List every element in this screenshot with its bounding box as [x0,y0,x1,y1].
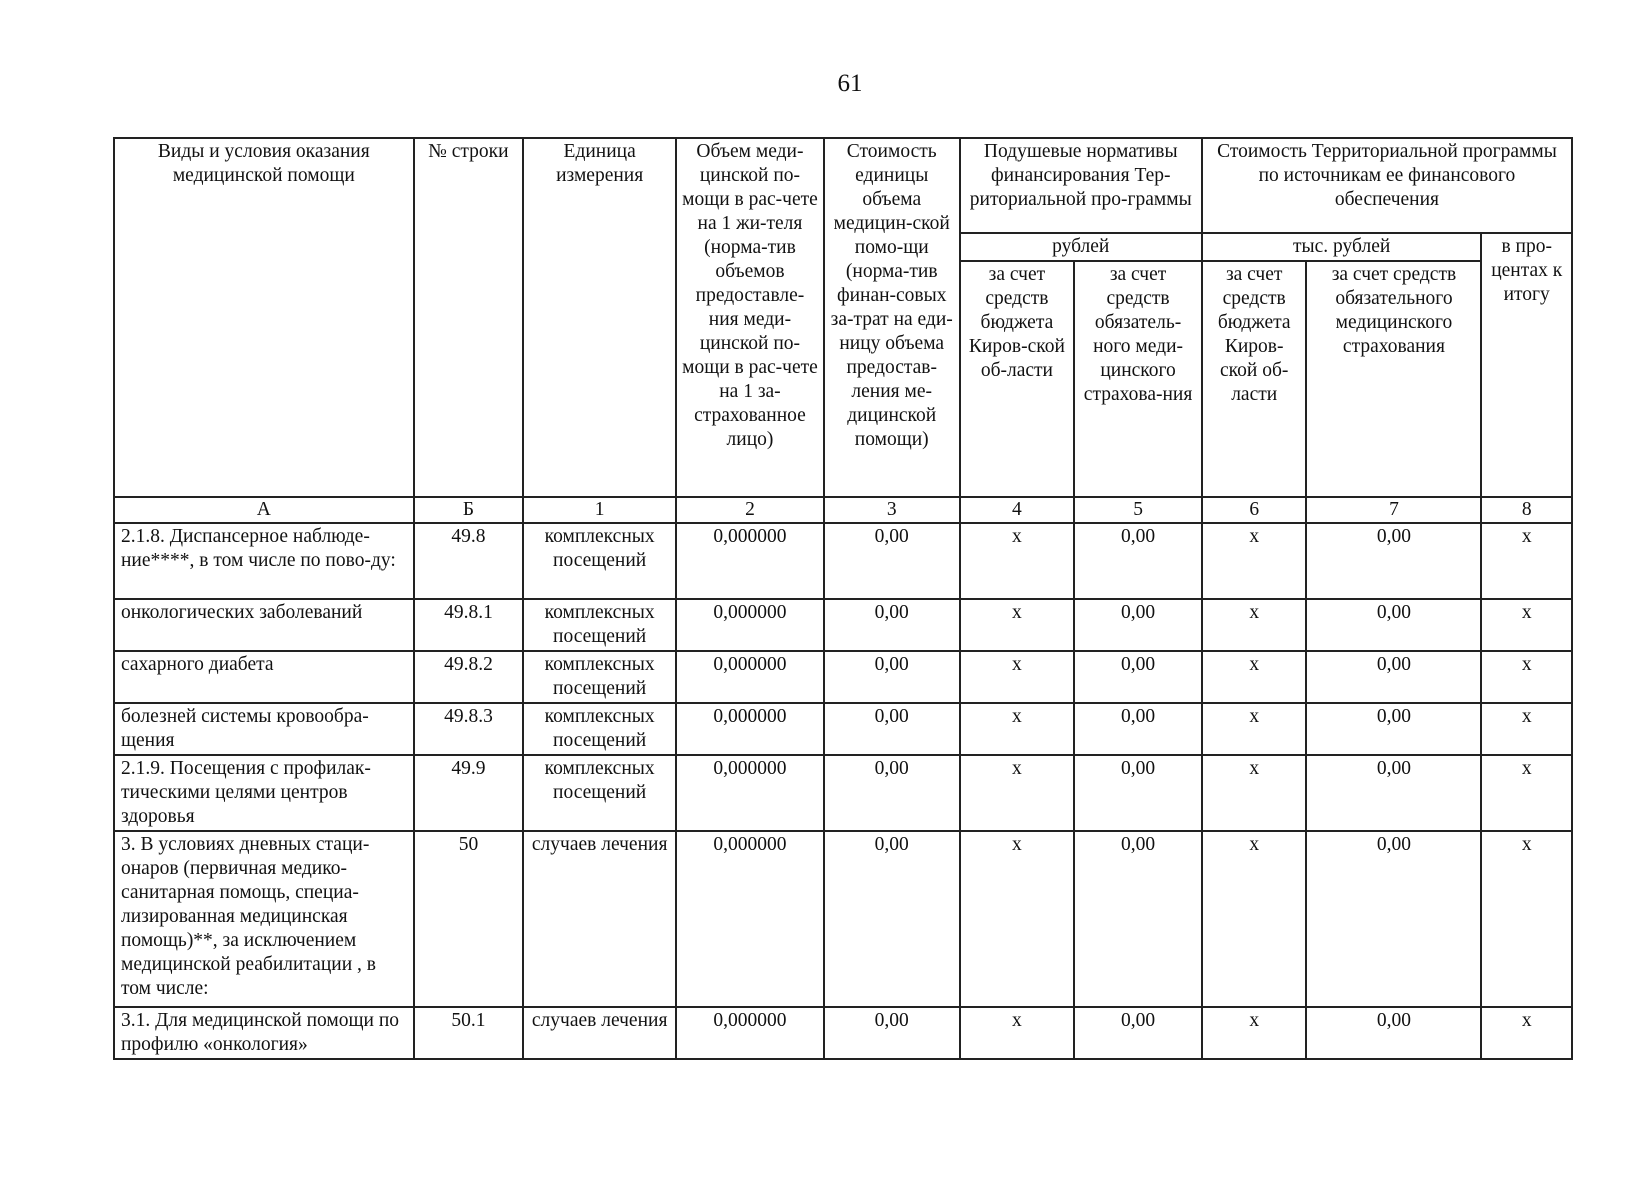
table-row [114,831,1572,1007]
row-volume: 0,000000 [676,755,824,831]
row-name: 3. В условиях дневных стаци-онаров (первичная медико-санитарная помощь, специа-лизированная медицинская помощь)**, за исключением медицинской реабилитации , в том числе: [114,831,414,1007]
table-row [114,1007,1572,1059]
row-unit: комплексных посещений [523,755,676,831]
row-volume: 0,000000 [676,523,824,599]
row-unit: случаев лечения [523,831,676,1007]
row-number: 49.9 [414,755,524,831]
row-col-4: х [960,651,1075,703]
row-col-7: 0,00 [1306,523,1481,599]
row-col-6: х [1202,755,1307,831]
row-volume: 0,000000 [676,651,824,703]
header-per-capita-group: Подушевые нормативы финансирования Тер-риториальной про-граммы [960,138,1202,233]
row-col-5: 0,00 [1074,755,1202,831]
row-col-6: х [1202,703,1307,755]
header-oms-per-capita: за счет средств обязатель-ного меди-цинского страхова-ния [1074,261,1202,497]
row-col-4: х [960,831,1075,1007]
row-number: 49.8.1 [414,599,524,651]
index-cell: 5 [1074,497,1202,523]
index-cell: 2 [676,497,824,523]
index-cell: 6 [1202,497,1307,523]
row-unit-cost: 0,00 [824,703,960,755]
row-col-5: 0,00 [1074,1007,1202,1059]
row-col-8: х [1481,599,1572,651]
row-unit-cost: 0,00 [824,1007,960,1059]
row-col-5: 0,00 [1074,523,1202,599]
header-budget-cost: за счет средств бюджета Киров-ской об-ласти [1202,261,1307,497]
row-unit-cost: 0,00 [824,831,960,1007]
index-cell: Б [414,497,524,523]
table-row [114,599,1572,651]
header-volume: Объем меди-цинской по-мощи в рас-чете на 1 жи-теля (норма-тив объемов предоставле-ния меди-цинской по-мощи в рас-чете на 1 за-страхованное лицо) [676,138,824,497]
row-number: 49.8.3 [414,703,524,755]
header-kinds: Виды и условия оказания медицинской помощи [114,138,414,497]
row-unit-cost: 0,00 [824,755,960,831]
index-cell: 4 [960,497,1075,523]
index-cell: 1 [523,497,676,523]
table-row [114,523,1572,599]
row-col-6: х [1202,651,1307,703]
row-number: 50.1 [414,1007,524,1059]
row-col-4: х [960,523,1075,599]
row-col-7: 0,00 [1306,1007,1481,1059]
row-col-7: 0,00 [1306,599,1481,651]
row-volume: 0,000000 [676,599,824,651]
row-name: 2.1.9. Посещения с профилак-тическими целями центров здоровья [114,755,414,831]
header-cost-group: Стоимость Территориальной программы по источникам ее финансового обеспечения [1202,138,1572,233]
table-row [114,703,1572,755]
row-col-8: х [1481,831,1572,1007]
row-col-7: 0,00 [1306,703,1481,755]
row-col-8: х [1481,1007,1572,1059]
row-volume: 0,000000 [676,1007,824,1059]
row-col-6: х [1202,599,1307,651]
column-index-row [114,497,1572,523]
row-col-8: х [1481,703,1572,755]
row-col-7: 0,00 [1306,831,1481,1007]
row-col-4: х [960,703,1075,755]
row-col-6: х [1202,831,1307,1007]
row-name: онкологических заболеваний [114,599,414,651]
row-col-8: х [1481,755,1572,831]
row-unit: комплексных посещений [523,523,676,599]
index-cell: 7 [1306,497,1481,523]
financing-table [113,137,1573,1060]
header-row-number: № строки [414,138,524,497]
row-col-4: х [960,1007,1075,1059]
header-unit-cost: Стоимость единицы объема медицин-ской помо-щи (норма-тив финан-совых за-трат на еди-ницу объема предостав-ления ме-дицинской помощи) [824,138,960,497]
row-unit: случаев лечения [523,1007,676,1059]
row-name: сахарного диабета [114,651,414,703]
header-budget-per-capita: за счет средств бюджета Киров-ской об-ласти [960,261,1075,497]
row-col-4: х [960,599,1075,651]
row-unit: комплексных посещений [523,703,676,755]
row-name: болезней системы кровообра-щения [114,703,414,755]
row-name: 3.1. Для медицинской помощи по профилю «онкология» [114,1007,414,1059]
row-unit: комплексных посещений [523,651,676,703]
row-col-5: 0,00 [1074,651,1202,703]
page-number: 61 [837,70,863,97]
row-number: 50 [414,831,524,1007]
row-unit-cost: 0,00 [824,523,960,599]
header-oms-cost: за счет средств обязательного медицинского страхования [1306,261,1481,497]
row-volume: 0,000000 [676,703,824,755]
header-unit-rubles: рублей [960,233,1202,261]
row-number: 49.8.2 [414,651,524,703]
row-col-4: х [960,755,1075,831]
index-cell: А [114,497,414,523]
row-col-5: 0,00 [1074,703,1202,755]
header-unit: Единица измерения [523,138,676,497]
row-col-8: х [1481,651,1572,703]
row-col-6: х [1202,1007,1307,1059]
index-cell: 8 [1481,497,1572,523]
table-row [114,651,1572,703]
table-row [114,755,1572,831]
row-unit-cost: 0,00 [824,599,960,651]
row-col-5: 0,00 [1074,831,1202,1007]
index-cell: 3 [824,497,960,523]
row-col-8: х [1481,523,1572,599]
row-col-6: х [1202,523,1307,599]
header-percent: в про-центах к итогу [1481,233,1572,497]
header-row-1 [114,138,1572,233]
row-number: 49.8 [414,523,524,599]
row-col-7: 0,00 [1306,651,1481,703]
row-col-5: 0,00 [1074,599,1202,651]
row-unit: комплексных посещений [523,599,676,651]
header-unit-thousand-rubles: тыс. рублей [1202,233,1482,261]
row-unit-cost: 0,00 [824,651,960,703]
row-name: 2.1.8. Диспансерное наблюде-ние****, в том числе по пово-ду: [114,523,414,599]
row-col-7: 0,00 [1306,755,1481,831]
row-volume: 0,000000 [676,831,824,1007]
